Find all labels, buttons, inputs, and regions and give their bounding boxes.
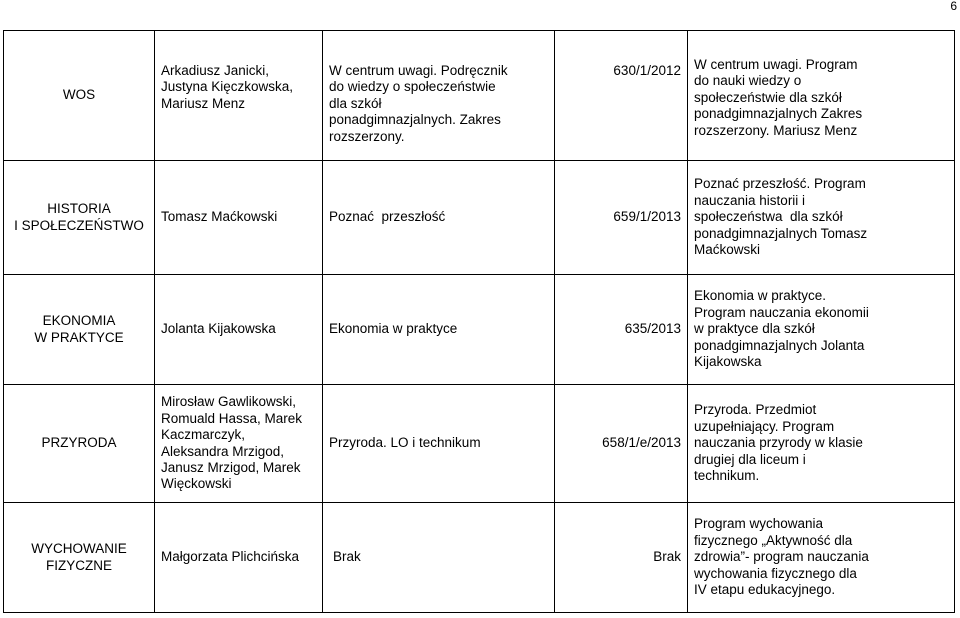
program-line: Program wychowania — [694, 516, 824, 532]
program-line: IV etapu edukacyjnego. — [694, 582, 836, 598]
page-number: 6 — [950, 0, 957, 13]
subject-cell — [4, 161, 155, 275]
approval-number: 630/1/2012 — [613, 63, 681, 78]
program-line: Kijakowska — [694, 354, 762, 370]
program-line: Ekonomia w praktyce. — [694, 288, 827, 304]
authors-line: Mariusz Menz — [161, 95, 246, 111]
table-row — [4, 161, 955, 275]
program-line: rozszerzony. Mariusz Menz — [694, 122, 858, 138]
program-line: zdrowia”- program nauczania — [694, 549, 869, 565]
subject-text: EKONOMIA — [42, 313, 116, 329]
title-line: rozszerzony. — [329, 128, 405, 144]
approval-number: 635/2013 — [624, 321, 681, 337]
approval-number-cell — [555, 385, 688, 503]
subject-text: HISTORIA — [47, 201, 111, 217]
table-row — [4, 503, 955, 613]
authors-line: Arkadiusz Janicki, — [161, 63, 270, 78]
program-line: ponadgimnazjalnych Zakres — [694, 106, 863, 122]
authors-line: Więckowski — [161, 476, 232, 492]
program-line: uzupełniający. Program — [694, 418, 835, 434]
title-line: do wiedzy o społeczeństwie — [329, 79, 496, 95]
program-line: społeczeństwa dla szkół — [694, 209, 843, 225]
textbook-table — [3, 30, 955, 613]
authors-line: Kaczmarczyk, — [161, 427, 246, 443]
subject-cell — [4, 503, 155, 613]
program-line: społeczeństwie dla szkół — [694, 89, 842, 105]
authors-line: Mirosław Gawlikowski, — [161, 394, 297, 410]
authors-cell — [155, 503, 323, 613]
title-cell — [323, 161, 555, 275]
title-cell — [323, 31, 555, 161]
program-line: Przyroda. Przedmiot — [694, 402, 817, 418]
title-cell — [323, 503, 555, 613]
program-line: Program nauczania ekonomii — [694, 304, 869, 320]
authors-cell — [155, 385, 323, 503]
subject-cell — [4, 385, 155, 503]
subject-text: WOS — [62, 87, 96, 103]
program-line: ponadgimnazjalnych Jolanta — [694, 337, 865, 353]
authors-line: Janusz Mrzigod, Marek — [161, 459, 301, 475]
table-row — [4, 385, 955, 503]
program-cell — [688, 31, 955, 161]
authors-cell — [155, 161, 323, 275]
program-cell — [688, 161, 955, 275]
program-line: nauczania przyrody w klasie — [694, 435, 863, 451]
authors-cell — [155, 31, 323, 161]
subject-text: WYCHOWANIE — [31, 541, 127, 557]
title-line: Ekonomia w praktyce — [329, 321, 458, 337]
authors-line: Jolanta Kijakowska — [161, 321, 276, 337]
title-line: Brak — [333, 549, 361, 565]
approval-number: Brak — [653, 549, 681, 565]
authors-line: Małgorzata Plichcińska — [161, 549, 300, 565]
page-header — [0, 0, 960, 12]
program-line: ponadgimnazjalnych Tomasz — [694, 225, 868, 241]
approval-number: 658/1/e/2013 — [602, 435, 681, 451]
approval-number-cell — [555, 275, 688, 385]
title-line: ponadgimnazjalnych. Zakres — [329, 112, 501, 128]
approval-number-cell — [555, 161, 688, 275]
approval-number-cell — [555, 31, 688, 161]
authors-line: Aleksandra Mrzigod, — [161, 443, 285, 459]
title-cell — [323, 385, 555, 503]
program-line: drugiej dla liceum i — [694, 451, 806, 467]
authors-line: Tomasz Maćkowski — [161, 209, 278, 225]
subject-text: I SPOŁECZEŃSTWO — [14, 217, 144, 233]
title-line: dla szkół — [329, 95, 382, 111]
program-line: do nauki wiedzy o — [694, 73, 802, 89]
program-line: Maćkowski — [694, 242, 761, 258]
program-line: wychowania fizycznego dla — [694, 565, 857, 581]
approval-number: 659/1/2013 — [613, 209, 681, 225]
subject-text: PRZYRODA — [41, 435, 117, 451]
title-line: W centrum uwagi. Podręcznik — [329, 63, 508, 78]
subject-cell — [4, 31, 155, 161]
program-line: nauczania historii i — [694, 192, 806, 208]
subject-cell — [4, 275, 155, 385]
authors-cell — [155, 275, 323, 385]
title-cell — [323, 275, 555, 385]
authors-line: Justyna Kięczkowska, — [161, 79, 294, 95]
subject-text: W PRAKTYCE — [34, 329, 124, 345]
subject-text: FIZYCZNE — [46, 557, 112, 573]
authors-line: Romuald Hassa, Marek — [161, 410, 303, 426]
approval-number-cell — [555, 503, 688, 613]
program-line: w praktyce dla szkół — [694, 321, 815, 337]
program-cell — [688, 385, 955, 503]
table-row — [4, 275, 955, 385]
table-row — [4, 31, 955, 161]
program-line: Poznać przeszłość. Program — [694, 176, 866, 192]
title-line: Poznać przeszłość — [329, 209, 446, 225]
title-line: Przyroda. LO i technikum — [329, 435, 481, 451]
program-line: fizycznego „Aktywność dla — [694, 532, 853, 548]
program-line: W centrum uwagi. Program — [694, 57, 858, 72]
program-line: technikum. — [694, 468, 760, 484]
program-cell — [688, 503, 955, 613]
program-cell — [688, 275, 955, 385]
